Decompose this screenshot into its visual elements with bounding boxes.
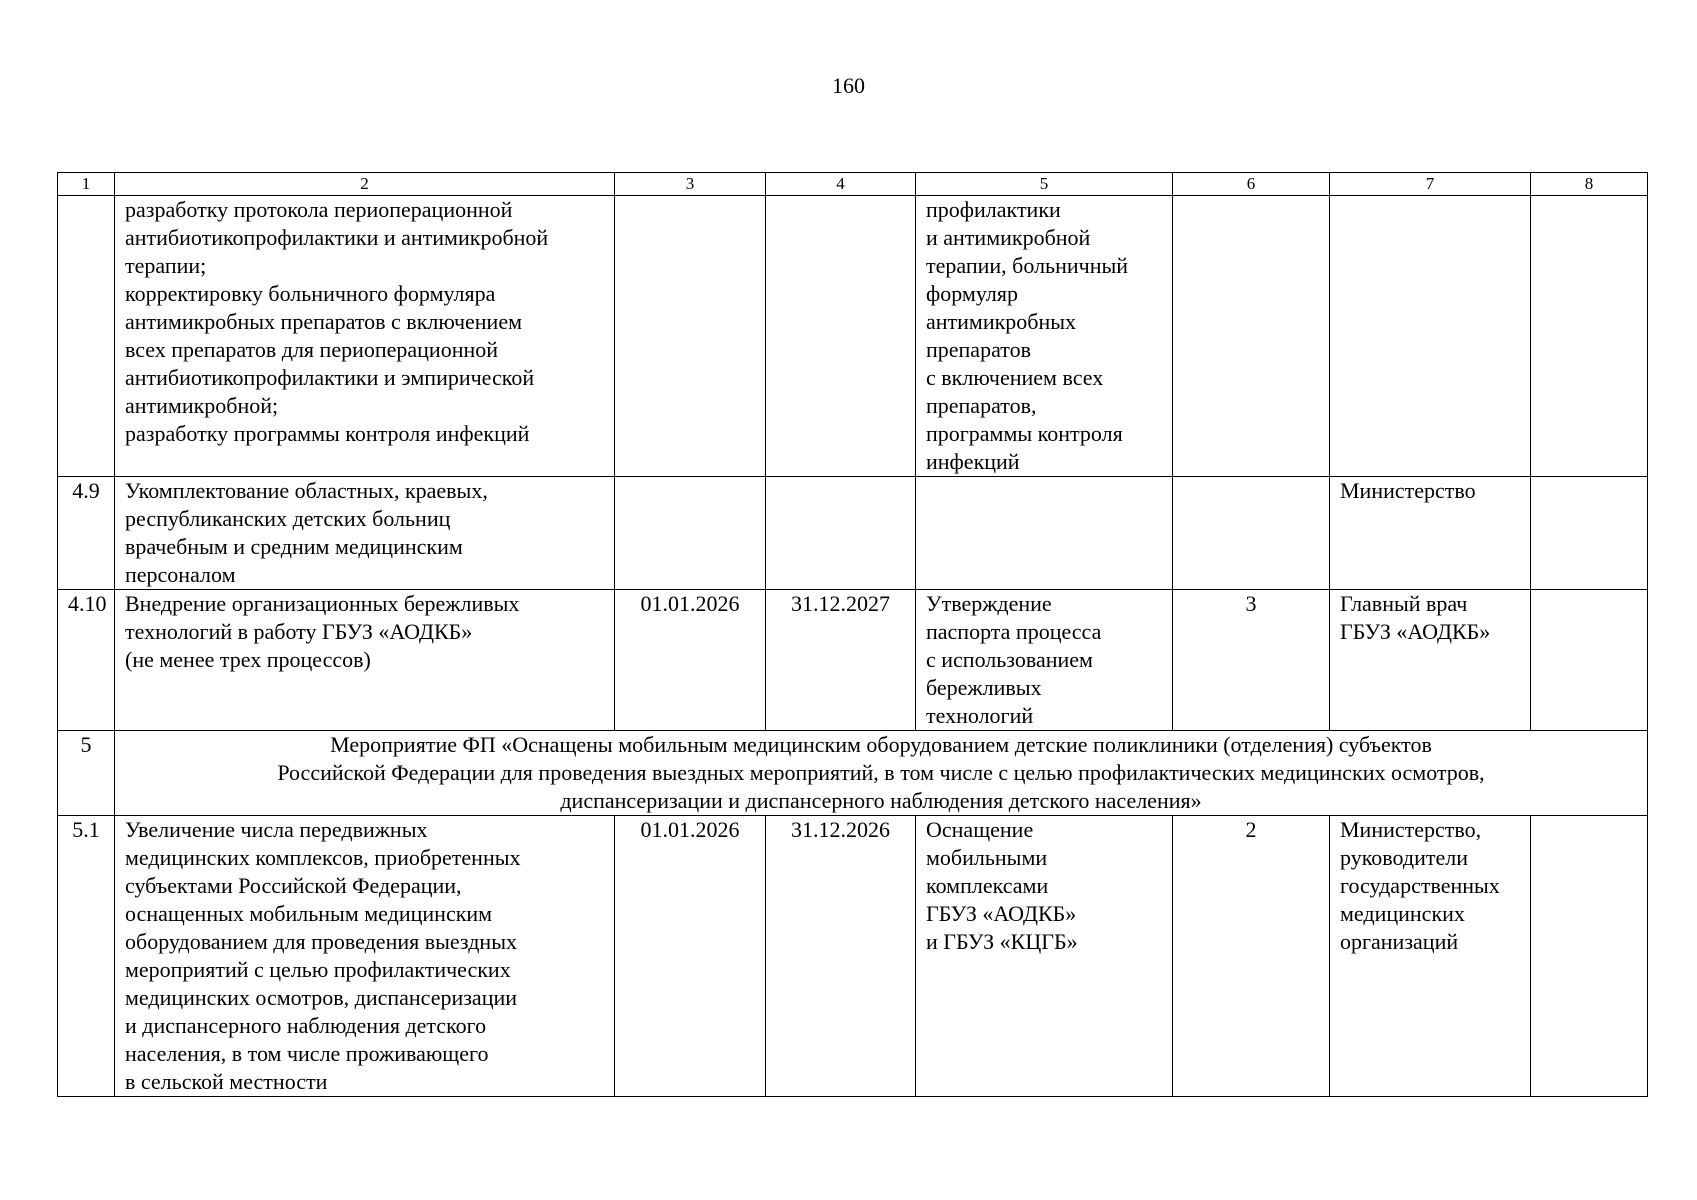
page-number: 160 [832,73,865,98]
indicator-value [1173,196,1330,477]
activity-text: Внедрение организационных бережливых технологий в работу ГБУЗ «АОДКБ» (не менее трех процессов) [115,590,615,731]
end-date: 31.12.2027 [766,590,916,731]
start-date [615,196,766,477]
result-text: Утверждение паспорта процесса с использованием бережливых технологий [916,590,1173,731]
responsible-text: Министерство, руководители государственных медицинских организаций [1330,816,1531,1097]
note-cell [1531,816,1648,1097]
row-number [58,196,115,477]
section-number: 5 [58,731,115,816]
activity-text: Укомплектование областных, краевых, республиканских детских больниц врачебным и средним медицинским персоналом [115,477,615,590]
section-row [58,731,1648,816]
end-date [766,196,916,477]
indicator-value [1173,477,1330,590]
result-text: профилактики и антимикробной терапии, больничный формуляр антимикробных препаратов с включением всех препаратов, программы контроля инфекций [916,196,1173,477]
row-number: 4.9 [58,477,115,590]
column-number: 6 [1173,173,1330,196]
table-row [58,196,1648,477]
row-number: 5.1 [58,816,115,1097]
table-row [58,477,1648,590]
note-cell [1531,196,1648,477]
column-number: 7 [1330,173,1531,196]
plan-table [57,172,1648,1097]
note-cell [1531,590,1648,731]
result-text [916,477,1173,590]
indicator-value: 3 [1173,590,1330,731]
column-number: 1 [58,173,115,196]
activity-text: разработку протокола периоперационной антибиотикопрофилактики и антимикробной терапии; корректировку больничного формуляра антимикробных препаратов с включением всех препаратов для периоперационной антибиотикопрофилактики и эмпирической антимикробной; разработку программы контроля инфекций [115,196,615,477]
indicator-value: 2 [1173,816,1330,1097]
column-number-row [58,173,1648,196]
activity-text: Увеличение числа передвижных медицинских комплексов, приобретенных субъектами Российской Федерации, оснащенных мобильным медицинским оборудованием для проведения выездных мероприятий с целью профилактических медицинских осмотров, диспансеризации и диспансерного наблюдения детского населения, в том числе проживающего в сельской местности [115,816,615,1097]
column-number: 2 [115,173,615,196]
column-number: 8 [1531,173,1648,196]
start-date [615,477,766,590]
start-date: 01.01.2026 [615,816,766,1097]
column-number: 3 [615,173,766,196]
table-row [58,590,1648,731]
responsible-text [1330,196,1531,477]
start-date: 01.01.2026 [615,590,766,731]
responsible-text: Министерство [1330,477,1531,590]
end-date [766,477,916,590]
result-text: Оснащение мобильными комплексами ГБУЗ «АОДКБ» и ГБУЗ «КЦГБ» [916,816,1173,1097]
end-date: 31.12.2026 [766,816,916,1097]
note-cell [1531,477,1648,590]
section-title: Мероприятие ФП «Оснащены мобильным медицинским оборудованием детские поликлиники (отделения) субъектов Российской Федерации для проведения выездных мероприятий, в том числе с целью профилактических медицинских осмотров, диспансеризации и диспансерного наблюдения детского населения» [115,731,1648,816]
row-number: 4.10 [58,590,115,731]
table-row [58,816,1648,1097]
responsible-text: Главный врач ГБУЗ «АОДКБ» [1330,590,1531,731]
column-number: 4 [766,173,916,196]
column-number: 5 [916,173,1173,196]
